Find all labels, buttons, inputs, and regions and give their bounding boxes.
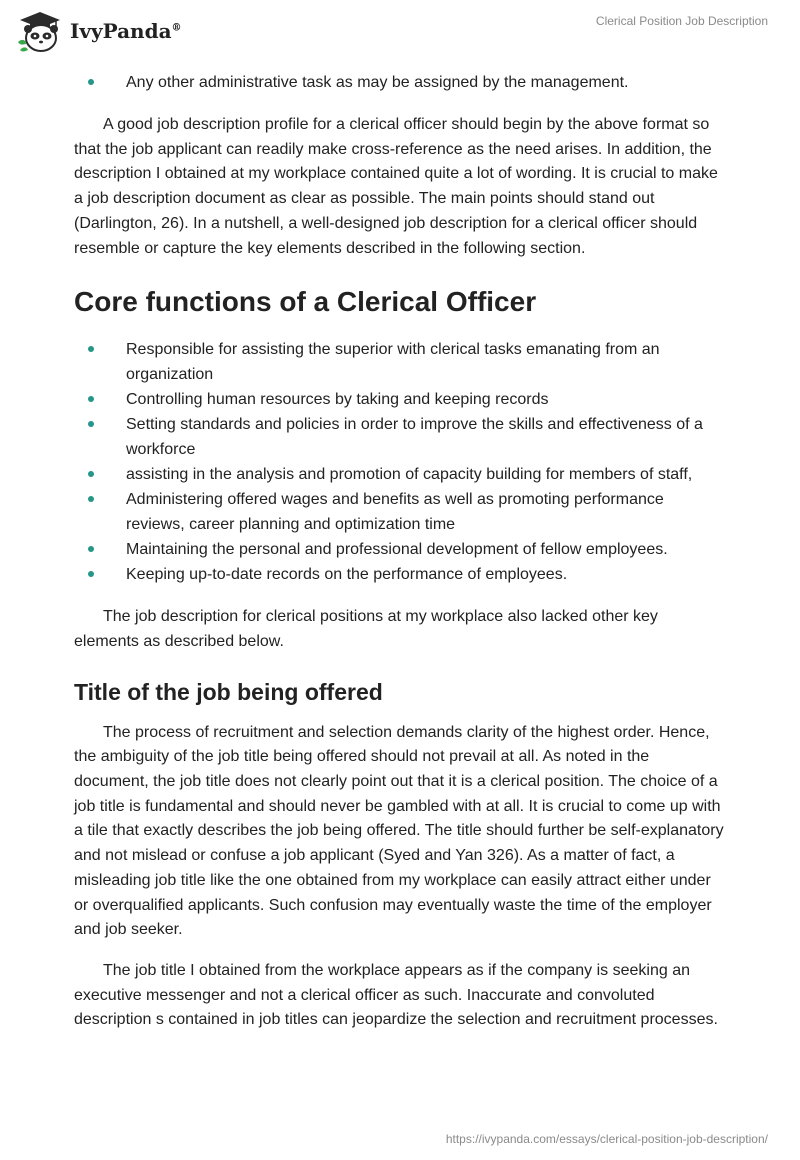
paragraph: A good job description profile for a clerical officer should begin by the above format so that the job applicant can readily make cross-reference as the need arises. In addition, the description I obtained at my workplace contained quite a lot of wording. It is crucial to make a job description document as clear as possible. The main points should stand out (Darlington, 26). In a nutshell, a well-designed job description for a clerical officer should resemble or capture the key elements described in the following section. (74, 116, 718, 257)
paragraph: The job title I obtained from the workplace appears as if the company is seeking an executive messenger and not a clerical officer as such. Inaccurate and convoluted description s contained in job titles can jeopardize the selection and recruitment processes. (74, 961, 718, 1029)
list-item: Keeping up-to-date records on the performance of employees. (74, 562, 724, 587)
brand-name: IvyPanda® (70, 19, 182, 43)
ivypanda-logo[interactable] (14, 8, 214, 54)
bullet-icon (88, 346, 94, 352)
bullet-icon (88, 396, 94, 402)
source-url-link[interactable]: https://ivypanda.com/essays/clerical-position-job-description/ (445, 1132, 768, 1146)
list-item: Responsible for assisting the superior with clerical tasks emanating from an organization (74, 337, 724, 387)
paragraph: The process of recruitment and selection demands clarity of the highest order. Hence, the ambiguity of the job title being offered should not prevail at all. As noted in the document, the job title does not clearly point out that it is a clerical position. The choice of a job title is fundamental and should never be gambled with at all. It is crucial to come up with a tile that exactly describes the job being offered. The title should further be self-explanatory and not mislead or confuse a job applicant (Syed and Yan 326). As a matter of fact, a misleading job title like the one obtained from my workplace can easily attract either under or overqualified applicants. Such confusion may eventually waste the time of the employer and job seeker. (74, 723, 724, 939)
paragraph: The job description for clerical positions at my workplace also lacked other key elements as described below. (74, 608, 658, 650)
bullet-icon (88, 471, 94, 477)
list-item: Setting standards and policies in order to improve the skills and effectiveness of a workforce (74, 412, 724, 462)
list-item: Any other administrative task as may be assigned by the management. (74, 70, 724, 95)
bullet-icon (88, 79, 94, 85)
document-title: Clerical Position Job Description (595, 14, 768, 28)
page-header (0, 0, 800, 60)
core-functions-list (74, 337, 724, 587)
bullet-icon (88, 496, 94, 502)
bullet-icon (88, 546, 94, 552)
bullet-icon (88, 421, 94, 427)
registered-mark: ® (171, 22, 182, 34)
section-heading-core-functions: Core functions of a Clerical Officer (74, 286, 537, 318)
list-item: assisting in the analysis and promotion of capacity building for members of staff, (74, 462, 724, 487)
bullet-icon (88, 571, 94, 577)
top-bullet-list (74, 70, 724, 95)
list-item: Controlling human resources by taking and keeping records (74, 387, 724, 412)
list-item: Maintaining the personal and professional development of fellow employees. (74, 537, 724, 562)
panda-mascot-icon (14, 8, 64, 54)
article-content (74, 70, 724, 1033)
section-heading-job-title: Title of the job being offered (74, 678, 383, 705)
list-item: Administering offered wages and benefits as well as promoting performance reviews, career planning and optimization time (74, 487, 724, 537)
